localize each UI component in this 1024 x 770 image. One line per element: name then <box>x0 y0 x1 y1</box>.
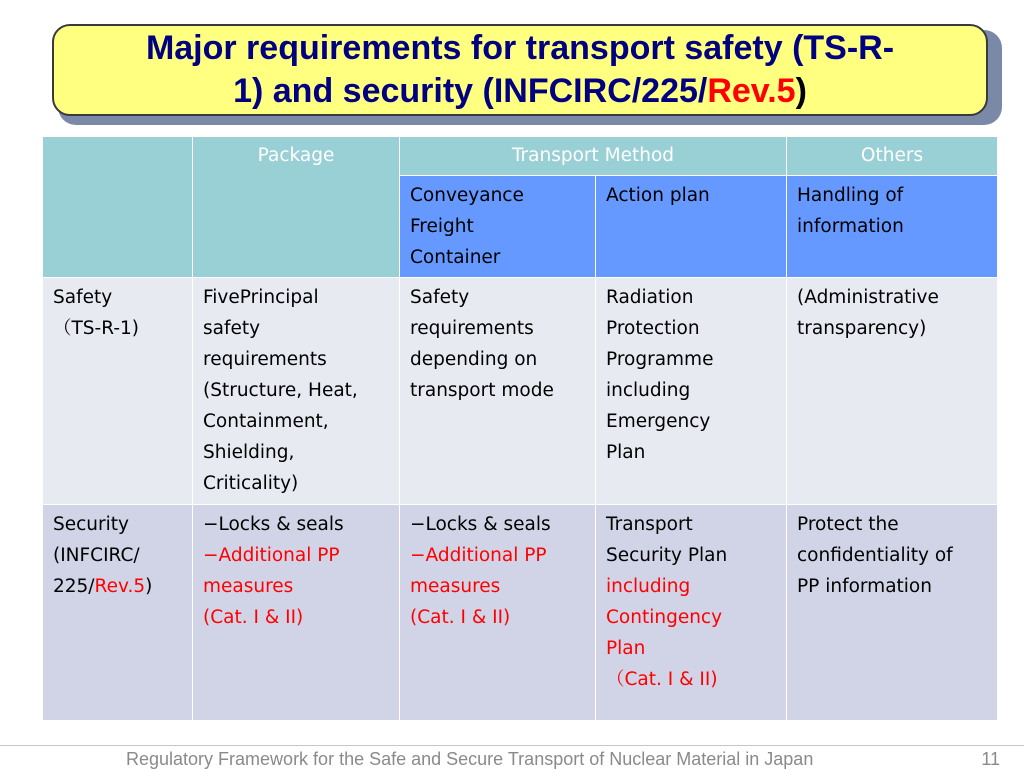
title-part3: ) <box>795 72 807 110</box>
footer-divider <box>0 745 1024 746</box>
requirements-table <box>42 136 998 721</box>
safety-others: (Administrative transparency) <box>787 278 998 505</box>
footer-text: Regulatory Framework for the Safe and Secure Transport of Nuclear Material in Japan <box>126 749 814 769</box>
safety-conveyance: Safety requirements depending on transport mode <box>400 278 596 505</box>
header-row <box>43 137 998 176</box>
security-conveyance: −Locks & seals −Additional PP measures (Cat. I & II) <box>400 505 596 721</box>
safety-label: Safety （TS-R-1) <box>43 278 193 505</box>
safety-action-plan: Radiation Protection Programme including Emergency Plan <box>596 278 787 505</box>
security-others: Protect the confidentiality of PP information <box>787 505 998 721</box>
security-action-plan: Transport Security Plan including Contingency Plan （Cat. I & II) <box>596 505 787 721</box>
security-package: −Locks & seals −Additional PP measures (Cat. I & II) <box>193 505 400 721</box>
title-part1: Major requirements for transport safety (TS-R- <box>145 29 895 67</box>
table-row-safety <box>43 278 998 505</box>
header-others: Others <box>787 137 998 176</box>
subheader-conveyance: Conveyance Freight Container <box>400 176 596 278</box>
header-corner <box>43 137 193 278</box>
safety-package: FivePrincipal safety requirements (Structure, Heat, Containment, Shielding, Criticality) <box>193 278 400 505</box>
subheader-action-plan: Action plan <box>596 176 787 278</box>
title-part2: 1) and security (INFCIRC/225/ <box>233 72 708 110</box>
header-package: Package <box>193 137 400 278</box>
header-transport-method: Transport Method <box>400 137 787 176</box>
title-box <box>52 24 988 116</box>
footer <box>0 749 1024 769</box>
table-row-security <box>43 505 998 721</box>
title-rev: Rev.5 <box>707 72 796 110</box>
slide-title <box>146 27 894 113</box>
security-label: Security (INFCIRC/ 225/Rev.5) <box>43 505 193 721</box>
page-number: 11 <box>981 749 1000 769</box>
subheader-handling: Handling of information <box>787 176 998 278</box>
